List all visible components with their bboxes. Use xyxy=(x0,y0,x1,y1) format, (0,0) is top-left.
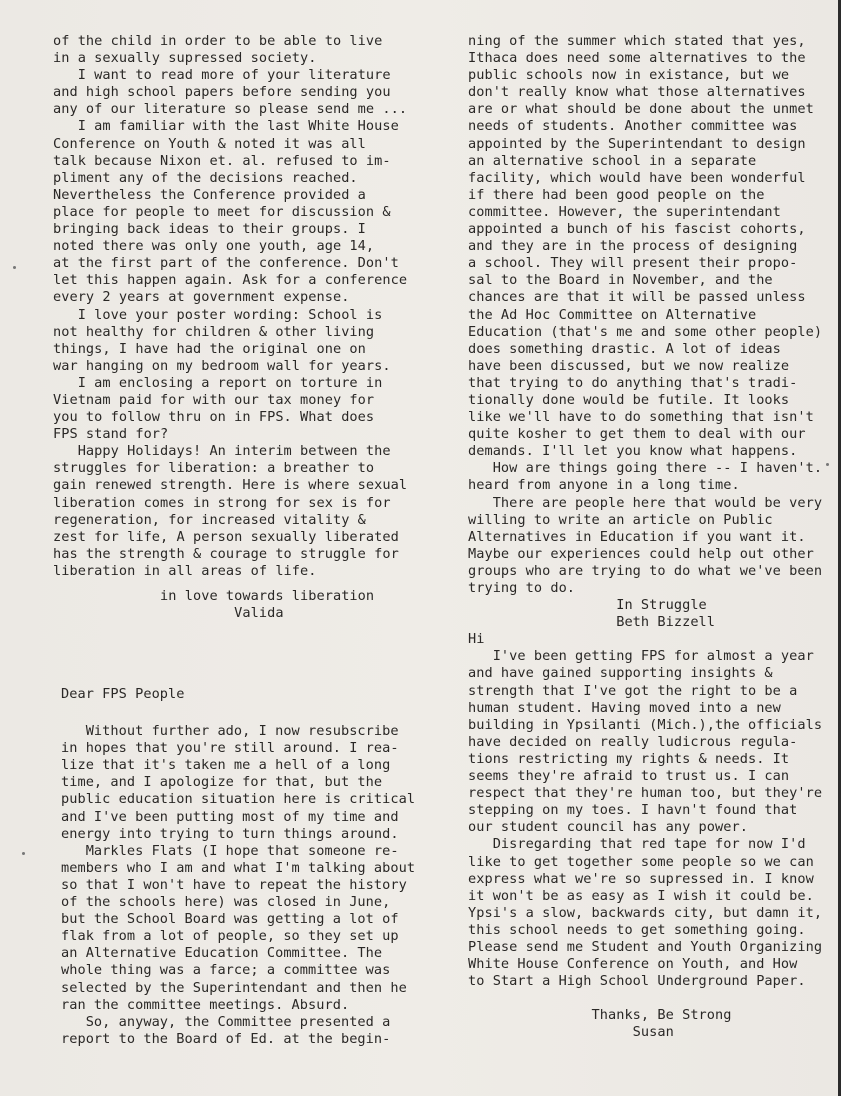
text-line: and they are in the process of designing xyxy=(468,238,798,255)
text-line: liberation in all areas of life. xyxy=(53,562,317,579)
text-line: lize that it's taken me a hell of a long xyxy=(61,757,391,774)
text-line: of the schools here) was closed in June, xyxy=(61,894,391,911)
text-line: Conference on Youth & noted it was all xyxy=(53,135,366,152)
text-line: Maybe our experiences could help out other xyxy=(468,545,814,562)
text-line: it won't be as easy as I wish it could be. xyxy=(468,887,814,904)
text-line: in love towards liberation xyxy=(53,588,375,604)
text-line: are or what should be done about the unmet xyxy=(468,101,814,118)
text-line xyxy=(53,580,407,588)
text-line: trying to do. xyxy=(468,580,576,596)
text-line: Ithaca does need some alternatives to the xyxy=(468,50,806,67)
text-line: appointed a bunch of his fascist cohorts, xyxy=(468,221,806,238)
text-line: White House Conference on Youth, and How xyxy=(468,956,798,973)
text-line: groups who are trying to do what we've been xyxy=(468,562,823,579)
text-line xyxy=(61,703,415,723)
text-line: I've been getting FPS for almost a year xyxy=(468,648,814,665)
text-line: Nevertheless the Conference provided a xyxy=(53,186,366,203)
text-line: bringing back ideas to their groups. I xyxy=(53,221,366,238)
text-line: things, I have had the original one on xyxy=(53,340,366,357)
scan-speck xyxy=(13,266,16,269)
text-line: in hopes that you're still around. I rea- xyxy=(61,740,399,757)
text-line: to Start a High School Underground Paper. xyxy=(468,973,806,990)
text-line: talk because Nixon et. al. refused to im- xyxy=(53,152,391,169)
text-line: noted there was only one youth, age 14, xyxy=(53,238,375,255)
text-line: any of our literature so please send me ... xyxy=(53,101,408,118)
text-line: report to the Board of Ed. at the begin- xyxy=(61,1030,391,1047)
text-line: appointed by the Superintendant to design xyxy=(468,135,806,152)
text-line: Education (that's me and some other people) xyxy=(468,323,823,340)
text-line: Vietnam paid for with our tax money for xyxy=(53,391,375,408)
text-line: Markles Flats (I hope that someone re- xyxy=(61,842,399,859)
text-line: Disregarding that red tape for now I'd xyxy=(468,836,806,853)
text-line: you to follow thru on in FPS. What does xyxy=(53,409,375,426)
text-line: So, anyway, the Committee presented a xyxy=(61,1013,391,1030)
text-line: quite kosher to get them to deal with our xyxy=(468,426,806,443)
text-line xyxy=(468,990,822,1007)
text-line: liberation comes in strong for sex is for xyxy=(53,494,391,511)
text-line: but the School Board was getting a lot of xyxy=(61,911,399,928)
text-line: chances are that it will be passed unless xyxy=(468,289,806,306)
text-line: pliment any of the decisions reached. xyxy=(53,169,358,186)
letter-beth-bizzell-start xyxy=(61,686,415,1048)
text-line: public education situation here is critical xyxy=(61,791,416,808)
text-line: Please send me Student and Youth Organizing xyxy=(468,938,823,955)
text-line: I want to read more of your literature xyxy=(53,67,391,84)
text-line: have decided on really ludicrous regula- xyxy=(468,733,798,750)
text-line: I am enclosing a report on torture in xyxy=(53,374,383,391)
text-line: strength that I've got the right to be a xyxy=(468,682,798,699)
text-line: in a sexually supressed society. xyxy=(53,50,317,67)
scan-speck xyxy=(826,463,829,466)
text-line: In Struggle xyxy=(468,597,707,614)
text-line: not healthy for children & other living xyxy=(53,323,375,340)
text-line: if there had been good people on the xyxy=(468,186,765,203)
text-line: let this happen again. Ask for a conference xyxy=(53,272,408,289)
text-line: an alternative school in a separate xyxy=(468,152,757,169)
text-line: a school. They will present their propo- xyxy=(468,255,798,272)
scan-speck xyxy=(22,852,25,855)
text-line: ran the committee meetings. Absurd. xyxy=(61,996,350,1013)
text-line: express what we're so supressed in. I know xyxy=(468,870,814,887)
text-line: have been discussed, but we now realize xyxy=(468,357,790,374)
text-line: this school needs to get something going. xyxy=(468,921,806,938)
text-line: and high school papers before sending you xyxy=(53,84,391,101)
text-line: has the strength & courage to struggle for xyxy=(53,545,399,562)
text-line: zest for life, A person sexually liberated xyxy=(53,528,399,545)
text-line: Alternatives in Education if you want it. xyxy=(468,528,806,545)
text-line: ning of the summer which stated that yes, xyxy=(468,33,806,49)
text-line: committee. However, the superintendant xyxy=(468,203,781,220)
text-line: tions restricting my rights & needs. It xyxy=(468,750,790,767)
text-line: Hi xyxy=(468,631,485,648)
text-line: don't really know what those alternatives xyxy=(468,84,806,101)
text-line: stepping on my toes. I havn't found that xyxy=(468,802,798,819)
text-line: of the child in order to be able to live xyxy=(53,33,383,49)
text-line: public schools now in existance, but we xyxy=(468,67,790,84)
text-line: Without further ado, I now resubscribe xyxy=(61,723,399,740)
text-line: that trying to do anything that's tradi- xyxy=(468,374,798,391)
text-line: heard from anyone in a long time. xyxy=(468,477,740,494)
text-line: and have gained supporting insights & xyxy=(468,665,773,682)
text-line: needs of students. Another committee was xyxy=(468,118,798,135)
text-line: Valida xyxy=(53,605,284,622)
text-line: demands. I'll let you know what happens. xyxy=(468,443,798,460)
text-line: Susan xyxy=(468,1024,674,1041)
text-line: war hanging on my bedroom wall for years. xyxy=(53,357,391,374)
text-line: seems they're afraid to trust us. I can xyxy=(468,768,790,785)
text-line: like we'll have to do something that isn't xyxy=(468,409,814,426)
text-line: respect that they're human too, but they're xyxy=(468,785,823,802)
text-line: every 2 years at government expense. xyxy=(53,289,350,306)
text-line: and I've been putting most of my time and xyxy=(61,808,399,825)
text-line: I am familiar with the last White House xyxy=(53,118,399,135)
text-line: flak from a lot of people, so they set up xyxy=(61,928,399,945)
text-line: Thanks, Be Strong xyxy=(468,1007,732,1024)
text-line: Beth Bizzell xyxy=(468,614,716,631)
text-line: our student council has any power. xyxy=(468,819,748,836)
text-line: place for people to meet for discussion & xyxy=(53,203,391,220)
text-line: building in Ypsilanti (Mich.),the officials xyxy=(468,716,823,733)
text-line: human student. Having moved into a new xyxy=(468,699,781,716)
text-line: struggles for liberation: a breather to xyxy=(53,460,375,477)
text-line: does something drastic. A lot of ideas xyxy=(468,340,781,357)
text-line: I love your poster wording: School is xyxy=(53,306,383,323)
text-line: How are things going there -- I haven't. xyxy=(468,460,823,477)
text-line: gain renewed strength. Here is where sexual xyxy=(53,477,408,494)
text-line: regeneration, for increased vitality & xyxy=(53,511,366,528)
text-line: so that I won't have to repeat the history xyxy=(61,876,407,893)
text-line: time, and I apologize for that, but the xyxy=(61,774,383,791)
text-line: the Ad Hoc Committee on Alternative xyxy=(468,306,757,323)
text-line: energy into trying to turn things around. xyxy=(61,825,399,842)
text-line: Happy Holidays! An interim between the xyxy=(53,443,391,460)
text-line: Dear FPS People xyxy=(61,686,185,702)
text-line: selected by the Superintendant and then he xyxy=(61,979,407,996)
text-line: facility, which would have been wonderful xyxy=(468,169,806,186)
letter-valida xyxy=(53,33,407,622)
text-line: at the first part of the conference. Don't xyxy=(53,255,399,272)
text-line: There are people here that would be very xyxy=(468,494,823,511)
text-line: FPS stand for? xyxy=(53,426,169,443)
right-column-letters xyxy=(468,33,822,1042)
text-line: Ypsi's a slow, backwards city, but damn it, xyxy=(468,904,823,921)
text-line: like to get together some people so we can xyxy=(468,853,814,870)
text-line: whole thing was a farce; a committee was xyxy=(61,962,391,979)
text-line: members who I am and what I'm talking about xyxy=(61,859,416,876)
text-line: an Alternative Education Committee. The xyxy=(61,945,383,962)
text-line: sal to the Board in November, and the xyxy=(468,272,773,289)
text-line: willing to write an article on Public xyxy=(468,511,773,528)
text-line: tionally done would be futile. It looks xyxy=(468,391,790,408)
